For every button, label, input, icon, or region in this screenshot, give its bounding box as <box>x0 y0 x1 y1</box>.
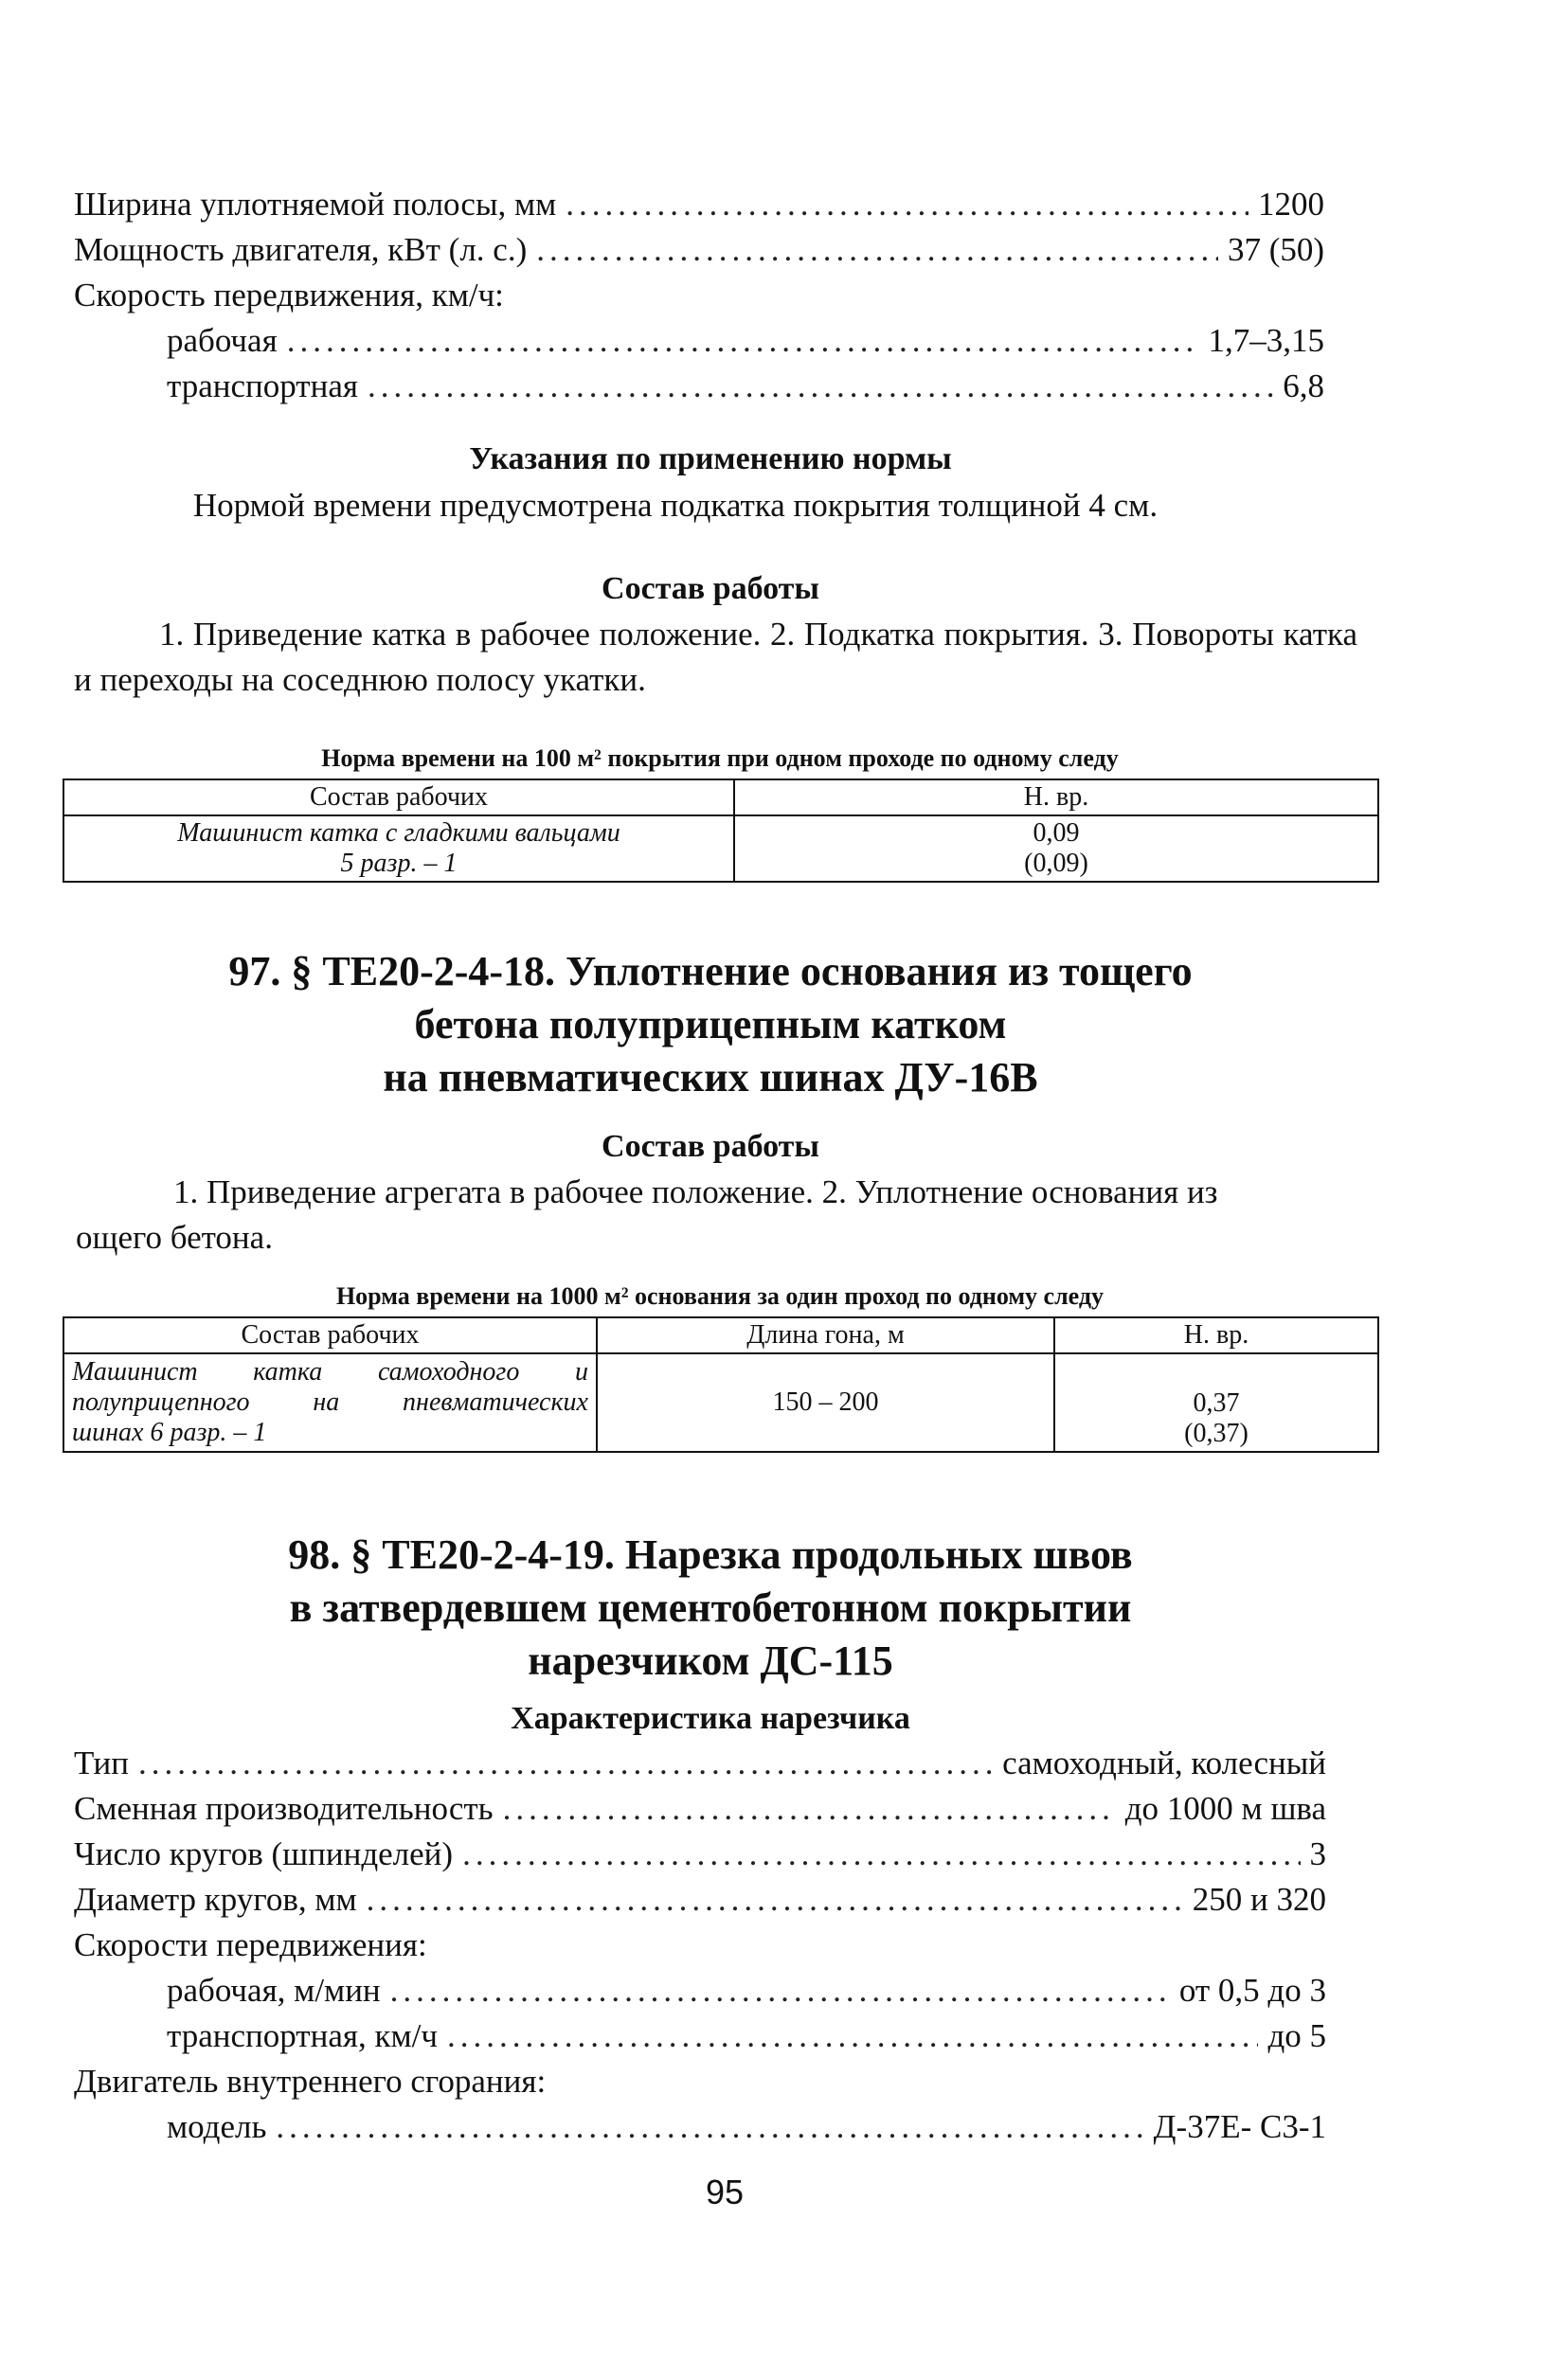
spec-value: 37 (50) <box>1227 231 1324 268</box>
spec-label: рабочая, м/мин <box>167 1972 381 2009</box>
norm-value-paren: (0,37) <box>1184 1419 1249 1448</box>
spec-subheading: Двигатель внутреннего сгорания: <box>74 2063 547 2100</box>
spec-value: самоходный, колесный <box>1002 1745 1326 1781</box>
norm-value-cell <box>1054 1353 1378 1452</box>
spec-row <box>74 182 1324 227</box>
norm-heading: Указания по применению нормы <box>469 441 952 476</box>
spec-row <box>74 1786 1326 1832</box>
table-header-row <box>63 779 1378 815</box>
spec-row <box>74 1877 1326 1923</box>
leader-dots <box>138 1741 993 1786</box>
table-row <box>63 815 1378 882</box>
length-cell: 150 – 200 <box>597 1353 1054 1452</box>
spec-label: Тип <box>74 1745 129 1781</box>
spec-row <box>74 364 1324 409</box>
spec-value: от 0,5 до 3 <box>1178 1972 1326 2009</box>
spec-subheading: Скорости передвижения: <box>74 1926 427 1963</box>
spec-label: Диаметр кругов, мм <box>74 1881 357 1918</box>
spec-row <box>74 1741 1326 1786</box>
worker-line: шинах 6 разр. – 1 <box>72 1418 267 1447</box>
title-line: нарезчиком ДС-115 <box>528 1637 893 1684</box>
spec-label: модель <box>167 2108 267 2145</box>
spec-label: Число кругов (шпинделей) <box>74 1835 454 1872</box>
page-number: 95 <box>705 2173 745 2211</box>
worker-line: полуприцепного на пневматических <box>72 1387 588 1417</box>
leader-dots <box>566 182 1249 227</box>
title-line: 97. § ТЕ20-2-4-18. Уплотнение основания из тощего <box>228 948 1193 994</box>
table-header: Н. вр. <box>1054 1317 1378 1353</box>
spec-value: 3 <box>1309 1835 1326 1872</box>
spec-label: Мощность двигателя, кВт (л. с.) <box>74 231 528 268</box>
work-text-line: ощего бетона. <box>76 1219 273 1256</box>
norm-text: Нормой времени предусмотрена подкатка покрытия толщиной 4 см. <box>192 487 1159 524</box>
spec-value: 6,8 <box>1283 367 1324 404</box>
spec-row <box>74 2013 1326 2059</box>
work-text: 1. Приведение катка в рабочее положение. 2. Подкатка покрытия. 3. Повороты катка и переходы на соседнюю полосу укатки. <box>74 616 1357 698</box>
spec-label: рабочая <box>167 322 278 359</box>
table-header: Состав рабочих <box>63 779 734 815</box>
norm-value: 0,37 <box>1193 1388 1240 1418</box>
table-header: Н. вр. <box>734 779 1378 815</box>
section-98-title <box>142 1529 1279 1688</box>
spec-label: Сменная производительность <box>74 1790 494 1827</box>
spec-value: 250 и 320 <box>1192 1881 1326 1918</box>
work-text-line: 1. Приведение агрегата в рабочее положение. 2. Уплотнение основания из <box>173 1173 1218 1210</box>
spec-value: до 5 <box>1267 2017 1326 2054</box>
spec-value: Д-37Е- С3-1 <box>1153 2108 1326 2145</box>
spec-value: до 1000 м шва <box>1124 1790 1326 1827</box>
leader-dots <box>503 1786 1116 1832</box>
norm-value-paren: (0,09) <box>1024 849 1088 878</box>
leader-dots <box>462 1832 1300 1877</box>
spec-list-bottom <box>74 1741 1326 2150</box>
table-header-row <box>63 1317 1378 1353</box>
worker-grade: 5 разр. – 1 <box>340 849 458 878</box>
work-heading: Состав работы <box>602 1129 819 1164</box>
section-97-title <box>142 945 1279 1104</box>
worker-cell <box>63 1353 597 1452</box>
leader-dots <box>287 318 1199 364</box>
title-line: 98. § ТЕ20-2-4-19. Нарезка продольных швов <box>288 1531 1133 1578</box>
work-heading: Состав работы <box>602 571 819 606</box>
table-header: Длина гона, м <box>597 1317 1054 1353</box>
leader-dots <box>390 1968 1170 2013</box>
norm-table-2 <box>63 1316 1379 1453</box>
spec-label: Ширина уплотняемой полосы, мм <box>74 186 557 223</box>
leader-dots <box>368 364 1273 409</box>
spec-label: транспортная <box>167 367 358 404</box>
table-caption: Норма времени на 100 м² покрытия при одном проходе по одному следу <box>321 744 1119 772</box>
leader-dots <box>276 2104 1143 2150</box>
spec-value: 1200 <box>1258 186 1324 223</box>
spec-row <box>74 227 1324 273</box>
spec-row <box>74 1832 1326 1877</box>
worker-name: Машинист катка с гладкими вальцами <box>177 818 620 848</box>
spec-subheading: Скорость передвижения, км/ч: <box>74 277 504 313</box>
work-text <box>74 1170 1357 1261</box>
table-row <box>63 1353 1378 1452</box>
table-caption: Норма времени на 1000 м² основания за один проход по одному следу <box>335 1282 1105 1310</box>
spec-row <box>74 1968 1326 2013</box>
title-line: на пневматических шинах ДУ-16В <box>383 1054 1038 1101</box>
worker-cell <box>63 815 734 882</box>
title-line: бетона полуприцепным катком <box>414 1001 1007 1047</box>
table-header: Состав рабочих <box>63 1317 597 1353</box>
spec-row <box>74 318 1324 364</box>
worker-line: Машинист катка самоходного и <box>72 1357 588 1387</box>
spec-label: транспортная, км/ч <box>167 2017 438 2054</box>
norm-value: 0,09 <box>1033 818 1080 848</box>
leader-dots <box>367 1877 1183 1923</box>
spec-value: 1,7–3,15 <box>1208 322 1324 359</box>
spec-row <box>74 2104 1326 2150</box>
norm-value-cell <box>734 815 1378 882</box>
leader-dots <box>447 2013 1259 2059</box>
title-line: в затвердевшем цементобетонном покрытии <box>289 1584 1132 1631</box>
norm-table-1 <box>63 778 1379 883</box>
spec-list-top <box>74 182 1324 409</box>
char-heading: Характеристика нарезчика <box>511 1701 910 1736</box>
leader-dots <box>536 227 1218 273</box>
